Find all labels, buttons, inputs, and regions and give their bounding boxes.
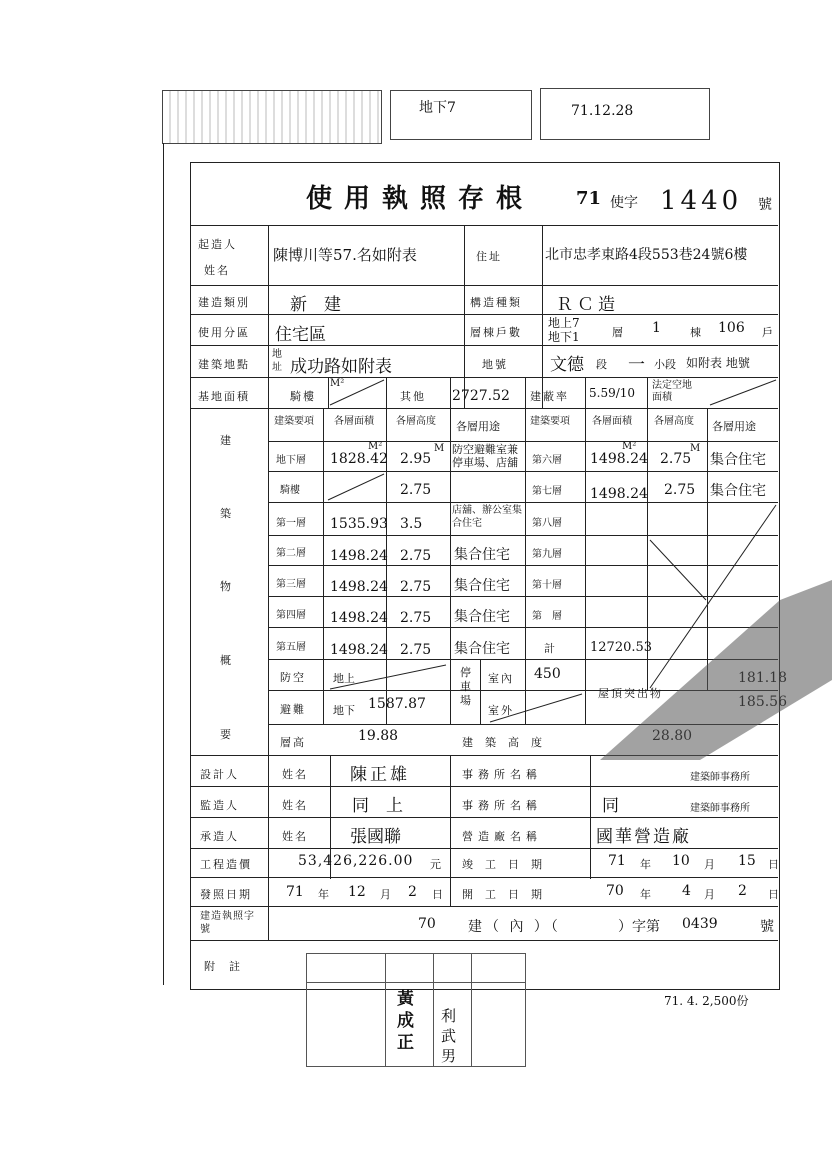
floor-area: 1498.24 bbox=[330, 548, 388, 564]
month-label: 月 bbox=[380, 888, 393, 901]
subsegment-label: 小段 bbox=[654, 358, 676, 371]
floor-use: 集合住宅 bbox=[710, 483, 766, 499]
label-designer: 設計人 bbox=[200, 768, 239, 781]
floor-height: 2.95 bbox=[400, 451, 432, 467]
license-year: 70 bbox=[418, 916, 436, 932]
day-label: 日 bbox=[432, 888, 445, 901]
floor-height: 2.75 bbox=[660, 451, 692, 467]
month-label: 月 bbox=[704, 888, 717, 901]
yuan-label: 元 bbox=[430, 858, 443, 871]
floor-name: 騎樓 bbox=[280, 485, 300, 496]
completion-month: 10 bbox=[672, 853, 690, 869]
site-addr-value: 成功路如附表 bbox=[290, 357, 392, 377]
label-name: 姓名 bbox=[282, 768, 308, 781]
label-cost: 工程造價 bbox=[200, 858, 252, 871]
total-label: 計 bbox=[544, 642, 557, 655]
label-refuge: 避難 bbox=[280, 703, 306, 716]
bldg-unit: 棟 bbox=[690, 326, 703, 339]
start-month: 4 bbox=[682, 883, 691, 899]
start-day: 2 bbox=[738, 883, 747, 899]
outline-main: 要 bbox=[220, 728, 233, 741]
build-type-value: 新 建 bbox=[290, 295, 341, 315]
label-lot: 地號 bbox=[482, 358, 508, 371]
outline-structure: 築 bbox=[220, 507, 233, 520]
segment-label: 段 bbox=[596, 358, 607, 371]
header-item-right: 建築要項 bbox=[530, 416, 570, 427]
segment-value: 文德 bbox=[550, 355, 584, 375]
permit-suffix: 號 bbox=[758, 197, 772, 213]
land-other-value: 2727.52 bbox=[452, 388, 510, 404]
label-completion: 竣工日期 bbox=[462, 858, 554, 871]
label-factory: 營造廠名稱 bbox=[462, 830, 542, 843]
floors-below: 地下1 bbox=[548, 330, 580, 344]
floor-use: 集合住宅 bbox=[454, 578, 510, 594]
layer-height-value: 19.88 bbox=[358, 728, 399, 744]
day-label: 日 bbox=[768, 888, 781, 901]
stamp-head-left: 黃成正 bbox=[397, 989, 414, 1053]
label-structure: 構造種類 bbox=[470, 296, 522, 309]
label-applicant-name: 姓名 bbox=[204, 264, 230, 277]
permit-year: 71 bbox=[576, 188, 602, 209]
label-remarks: 附註 bbox=[204, 960, 254, 973]
floor-unit: 層 bbox=[612, 326, 625, 339]
year-label: 年 bbox=[640, 888, 653, 901]
ink-smudge bbox=[580, 560, 832, 780]
label-name: 姓名 bbox=[282, 830, 308, 843]
label-build-type: 建造類別 bbox=[198, 296, 250, 309]
label-license: 建造執照字號 bbox=[200, 911, 255, 935]
label-contractor: 承造人 bbox=[200, 830, 239, 843]
completion-year: 71 bbox=[608, 853, 626, 869]
page-title: 使用執照存根 bbox=[305, 184, 534, 214]
stamp-head-right: 利武男 bbox=[441, 1007, 457, 1065]
license-word: ）字第 bbox=[618, 919, 660, 935]
contractor-firm-value: 國華營造廠 bbox=[596, 827, 691, 847]
floor-name: 第一層 bbox=[276, 518, 306, 529]
label-parking: 停車場 bbox=[460, 666, 471, 707]
label-name: 姓名 bbox=[282, 799, 308, 812]
header-usage-right: 各層用途 bbox=[712, 420, 756, 433]
floor-name: 地下層 bbox=[276, 455, 306, 466]
outline-object: 物 bbox=[220, 580, 233, 593]
header-usage-left: 各層用途 bbox=[456, 420, 500, 433]
floor-height: 2.75 bbox=[400, 610, 432, 626]
signature-stamp-block bbox=[306, 953, 526, 1067]
floor-use: 防空避難室兼停車場、店舖 bbox=[452, 443, 518, 469]
floor-name: 第九層 bbox=[532, 549, 562, 560]
month-label: 月 bbox=[704, 858, 717, 871]
label-land-area: 基地面積 bbox=[198, 390, 250, 403]
floor-name: 第十層 bbox=[532, 580, 562, 591]
floor-name: 第七層 bbox=[532, 486, 562, 497]
area-unit: M² bbox=[368, 441, 383, 452]
architect-office: 建築師事務所 bbox=[690, 772, 750, 783]
label-roof: 屋頂突出物 bbox=[598, 687, 663, 700]
floor-name: 第六層 bbox=[532, 455, 562, 466]
label-office: 事務所名稱 bbox=[462, 799, 542, 812]
label-outdoor: 室外 bbox=[488, 704, 514, 717]
floor-use: 店舖、辦公室集合住宅 bbox=[452, 505, 522, 529]
floor-area: 1498.24 bbox=[590, 486, 648, 502]
label-office: 事務所名稱 bbox=[462, 768, 542, 781]
label-indoor: 室內 bbox=[488, 672, 514, 685]
permit-prefix: 使字 bbox=[610, 195, 638, 211]
architect-office: 建築師事務所 bbox=[690, 803, 750, 814]
label-floors: 層棟戶數 bbox=[470, 326, 522, 339]
supervisor-office-value: 同 bbox=[602, 796, 619, 816]
total-value: 12720.53 bbox=[590, 640, 653, 655]
floor-area: 1498.24 bbox=[330, 579, 388, 595]
refuge-below-value: 1587.87 bbox=[368, 696, 426, 712]
print-note: 71. 4. 2,500份 bbox=[664, 994, 749, 1008]
year-label: 年 bbox=[640, 858, 653, 871]
label-start-date: 開工日期 bbox=[462, 888, 554, 901]
lot-suffix: 如附表 地號 bbox=[686, 356, 750, 370]
subsegment-value: 一 bbox=[628, 355, 645, 375]
header-area-left: 各層面積 bbox=[334, 416, 374, 427]
label-site: 建築地點 bbox=[198, 358, 250, 371]
floor-area: 1498.24 bbox=[330, 610, 388, 626]
floor-name: 第 層 bbox=[532, 611, 562, 622]
completion-day: 15 bbox=[738, 853, 756, 869]
license-mid: 建（ 內 ）（ bbox=[468, 919, 561, 935]
label-layer-height: 層高 bbox=[280, 736, 306, 749]
floor-height: 2.75 bbox=[400, 482, 432, 498]
parking-indoor-value: 450 bbox=[534, 666, 561, 682]
floors-above: 地上7 bbox=[548, 316, 580, 330]
floor-use: 集合住宅 bbox=[710, 452, 766, 468]
issue-year: 71 bbox=[286, 884, 304, 900]
outline-building: 建 bbox=[220, 434, 233, 447]
structure-value: ＲＣ造 bbox=[556, 295, 619, 315]
floor-use: 集合住宅 bbox=[454, 609, 510, 625]
label-below: 地下 bbox=[333, 704, 355, 717]
supervisor-value: 同 上 bbox=[352, 796, 403, 816]
label-other: 其他 bbox=[400, 390, 426, 403]
outline-outline: 概 bbox=[220, 654, 233, 667]
floor-height: 2.75 bbox=[400, 548, 432, 564]
m-unit: M bbox=[690, 443, 701, 454]
address-value: 北市忠孝東路4段553巷24號6樓 bbox=[545, 247, 748, 263]
label-applicant: 起造人 bbox=[198, 238, 237, 251]
header-area-right: 各層面積 bbox=[592, 416, 632, 427]
header-height-left: 各層高度 bbox=[396, 416, 436, 427]
floor-area: 1498.24 bbox=[590, 451, 648, 467]
label-legal-open: 法定空地面積 bbox=[652, 380, 692, 403]
label-site-addr: 地址 bbox=[272, 349, 282, 373]
floor-area: 1498.24 bbox=[330, 642, 388, 658]
top-stamp-middle: 地下7 bbox=[390, 90, 532, 140]
label-coverage: 建蔽率 bbox=[530, 390, 569, 403]
floor-name: 第三層 bbox=[276, 579, 306, 590]
license-no: 0439 bbox=[682, 916, 718, 932]
bldg-count: 1 bbox=[652, 320, 661, 336]
floor-height: 2.75 bbox=[400, 642, 432, 658]
household-unit: 戶 bbox=[762, 326, 775, 339]
cost-value: 53,426,226.00 bbox=[298, 853, 414, 869]
license-suffix: 號 bbox=[760, 919, 774, 935]
floor-height: 2.75 bbox=[400, 579, 432, 595]
label-bldg-height: 建築高度 bbox=[462, 736, 554, 749]
applicant-value: 陳博川等57.名如附表 bbox=[273, 246, 417, 264]
label-civil-def: 防空 bbox=[280, 671, 306, 684]
label-supervisor: 監造人 bbox=[200, 799, 239, 812]
day-label: 日 bbox=[768, 858, 781, 871]
permit-number: 1440 bbox=[660, 186, 743, 216]
label-above: 地上 bbox=[333, 672, 355, 685]
label-address: 住址 bbox=[476, 250, 502, 263]
issue-day: 2 bbox=[408, 884, 417, 900]
label-use-zone: 使用分區 bbox=[198, 326, 250, 339]
label-arcade: 騎樓 bbox=[290, 390, 316, 403]
area-unit: M² bbox=[330, 378, 345, 389]
households: 106 bbox=[718, 320, 745, 336]
floor-use: 集合住宅 bbox=[454, 547, 510, 563]
floor-name: 第八層 bbox=[532, 518, 562, 529]
header-height-right: 各層高度 bbox=[654, 416, 694, 427]
floor-name: 第四層 bbox=[276, 610, 306, 621]
issue-month: 12 bbox=[348, 884, 366, 900]
floor-height: 3.5 bbox=[400, 516, 423, 532]
coverage-value: 5.59/10 bbox=[589, 386, 636, 400]
designer-value: 陳正雄 bbox=[350, 765, 410, 785]
floor-name: 第五層 bbox=[276, 642, 306, 653]
floor-height: 2.75 bbox=[664, 482, 696, 498]
contractor-value: 張國聯 bbox=[350, 827, 401, 847]
m-unit: M bbox=[434, 443, 445, 454]
floor-name: 第二層 bbox=[276, 548, 306, 559]
floor-area: 1535.93 bbox=[330, 516, 388, 532]
floor-use: 集合住宅 bbox=[454, 641, 510, 657]
top-stamp-right: 71.12.28 bbox=[540, 88, 710, 140]
year-label: 年 bbox=[318, 888, 331, 901]
use-zone-value: 住宅區 bbox=[275, 325, 326, 345]
start-year: 70 bbox=[606, 883, 624, 899]
label-issue-date: 發照日期 bbox=[200, 888, 252, 901]
area-unit: M² bbox=[622, 441, 637, 452]
floor-area: 1828.42 bbox=[330, 451, 388, 467]
header-item-left: 建築要項 bbox=[274, 416, 314, 427]
